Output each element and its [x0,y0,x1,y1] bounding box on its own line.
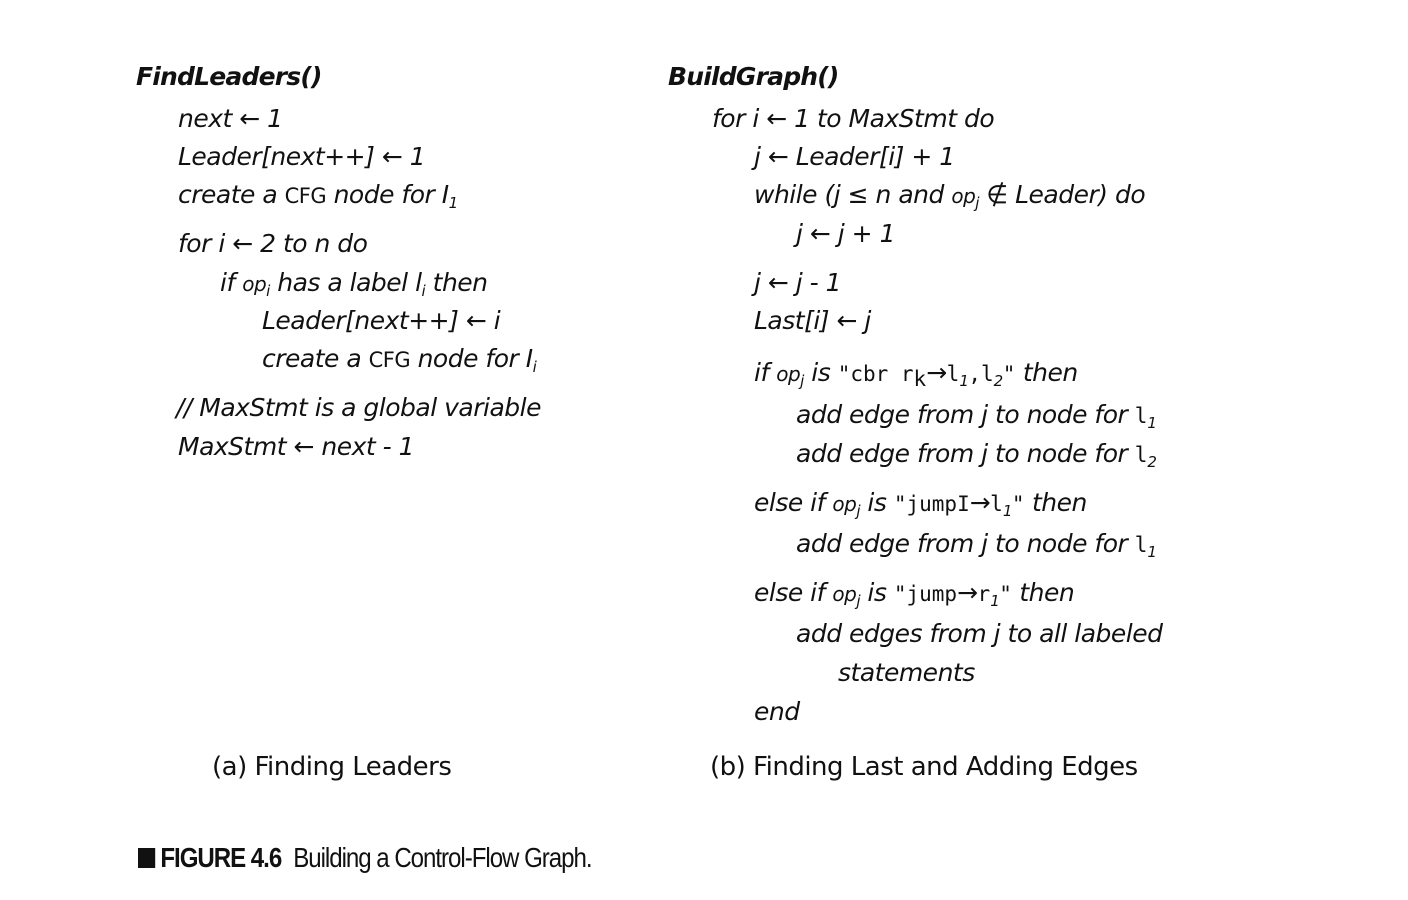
figure-square-icon [138,848,155,868]
code-line-else-if-jumpI: else if $op_j$ is "$jumpI\to l_1$" then [754,488,1087,520]
code-line-leader-assign: Leader[next++] ← i [262,306,501,335]
function-name-find-leaders: FindLeaders() [136,62,322,91]
code-line-next-init: next ← 1 [178,104,283,133]
figure-label: FIGURE 4.6 [160,842,282,873]
code-line-leader-init: Leader[next++] ← 1 [178,142,426,171]
code-line-else-if-jump: else if $op_j$ is "$jump\to r_1$" then [754,578,1075,610]
figure-caption [138,842,592,874]
code-line-comment: // MaxStmt is a global variable [176,393,541,422]
code-line-add-edge-l1: add edge from j to node for $l_1$ [796,400,1157,432]
figure-caption-text: Building a Control-Flow Graph. [293,842,592,873]
subfigure-caption-b: (b) Finding Last and Adding Edges [710,752,1138,782]
code-line-create-node-1: create a CFG node for $I_1$ [178,180,458,212]
code-line-add-edges-all: add edges from j to all labeled [796,619,1163,648]
code-line-create-node-i: create a CFG node for $I_i$ [262,344,537,376]
code-line-for-loop: for i ← 2 to n do [178,229,368,258]
code-line-j-init: j ← Leader[i] + 1 [754,142,955,171]
function-name-build-graph: BuildGraph() [668,62,839,91]
code-line-if-label: if $op_i$ has a label $l_i$ then [220,268,488,300]
code-line-maxstmt: MaxStmt ← next - 1 [178,432,414,461]
subfigure-caption-a: (a) Finding Leaders [212,752,452,782]
code-line-if-cbr: if $op_j$ is "cbr $r_k\to l_1,l_2$" then [754,358,1078,391]
code-line-end: end [754,697,800,726]
code-line-last-assign: Last[i] ← j [754,306,871,335]
code-line-statements: statements [838,658,975,687]
code-line-while: while (j ≤ n and $op_j$ ∉ Leader) do [754,180,1146,212]
code-line-add-edge-l2: add edge from j to node for $l_2$ [796,439,1157,471]
code-line-add-edge-jumpI: add edge from j to node for $l_1$ [796,529,1157,561]
code-line-j-incr: j ← j + 1 [796,219,895,248]
code-line-for-loop: for i ← 1 to MaxStmt do [712,104,995,133]
code-line-j-decr: j ← j - 1 [754,268,842,297]
